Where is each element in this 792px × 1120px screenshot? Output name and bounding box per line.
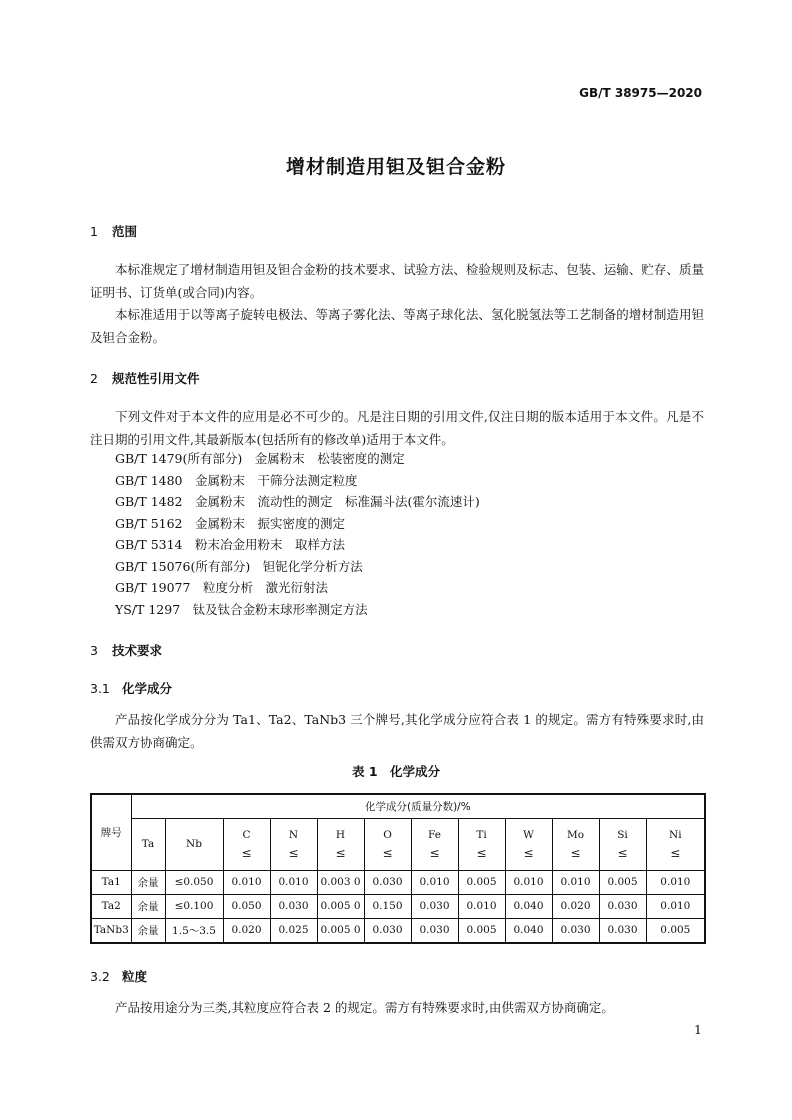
subsection-number: 3.2	[90, 969, 110, 984]
section-2-intro: 下列文件对于本文件的应用是必不可少的。凡是注日期的引用文件,仅注日期的版本适用于本文件。凡是不注日期的引用文件,其最新版本(包括所有的修改单)适用于本文件。	[90, 409, 704, 447]
section-2-heading	[90, 369, 200, 387]
composition-group-header: 化学成分(质量分数)/%	[131, 794, 705, 818]
table-cell: 0.025	[270, 918, 317, 943]
table-cell: 0.003 0	[317, 870, 364, 894]
element-header: C ≤	[223, 818, 270, 870]
subsection-title: 粒度	[122, 969, 148, 984]
subsection-number: 3.1	[90, 681, 110, 696]
table-cell: 0.005	[458, 870, 505, 894]
table-cell: 0.040	[505, 918, 552, 943]
table-cell: 0.030	[270, 894, 317, 918]
reference-item: GB/T 5314 粉末冶金用粉末 取样方法	[115, 537, 346, 552]
table-cell: 0.010	[505, 870, 552, 894]
table-cell: 1.5～3.5	[165, 918, 223, 943]
element-header: Fe ≤	[411, 818, 458, 870]
table-cell: 0.030	[599, 894, 646, 918]
table-row	[91, 894, 705, 918]
table-cell: 0.010	[552, 870, 599, 894]
table-cell: 0.020	[552, 894, 599, 918]
table-cell: 0.030	[411, 918, 458, 943]
reference-item: GB/T 1482 金属粉末 流动性的测定 标准漏斗法(霍尔流速计)	[115, 494, 480, 509]
reference-item: GB/T 5162 金属粉末 振实密度的测定	[115, 515, 346, 531]
element-header: Nb	[165, 818, 223, 870]
table-cell: 0.010	[270, 870, 317, 894]
standard-number: GB/T 38975—2020	[579, 86, 702, 100]
table-cell: 0.030	[552, 918, 599, 943]
table-cell: 0.010	[223, 870, 270, 894]
reference-item: YS/T 1297 钛及钛合金粉末球形率测定方法	[115, 601, 368, 617]
table-cell: 0.030	[599, 918, 646, 943]
table-cell: 0.020	[223, 918, 270, 943]
section-number: 2	[90, 371, 98, 386]
table-cell: 0.030	[364, 918, 411, 943]
section-1-paragraph-1: 本标准规定了增材制造用钽及钽合金粉的技术要求、试验方法、检验规则及标志、包装、运输、贮存、质量证明书、订货单(或合同)内容。	[90, 262, 704, 300]
section-title: 规范性引用文件	[112, 371, 200, 386]
grade-cell: TaNb3	[91, 918, 131, 943]
table-cell: 余量	[131, 870, 165, 894]
table-cell: 0.030	[411, 894, 458, 918]
table-cell: 0.010	[646, 870, 705, 894]
table-cell: 0.005 0	[317, 894, 364, 918]
table-cell: 0.010	[458, 894, 505, 918]
element-header: Ni ≤	[646, 818, 705, 870]
table-cell: 0.010	[646, 894, 705, 918]
reference-list	[115, 448, 480, 620]
section-3-1-heading	[90, 679, 172, 697]
element-header: N ≤	[270, 818, 317, 870]
table-cell: ≤0.050	[165, 870, 223, 894]
element-header: Ti ≤	[458, 818, 505, 870]
reference-item: GB/T 15076(所有部分) 钽铌化学分析方法	[115, 558, 363, 574]
section-3-2-heading	[90, 967, 147, 985]
element-header: W ≤	[505, 818, 552, 870]
section-number: 1	[90, 224, 98, 239]
element-header-row	[91, 818, 705, 870]
section-3-1-paragraph: 产品按化学成分分为 Ta1、Ta2、TaNb3 三个牌号,其化学成分应符合表 1 的规定。需方有特殊要求时,由供需双方协商确定。	[90, 712, 704, 750]
section-1-heading	[90, 222, 137, 240]
document-title: 增材制造用钽及钽合金粉	[285, 156, 506, 178]
table-cell: 0.150	[364, 894, 411, 918]
table-cell: 0.005 0	[317, 918, 364, 943]
reference-item: GB/T 19077 粒度分析 激光衍射法	[115, 580, 328, 595]
element-header: H ≤	[317, 818, 364, 870]
grade-header: 牌号	[91, 794, 131, 870]
section-title: 技术要求	[112, 643, 163, 658]
section-title: 范围	[112, 224, 138, 239]
table-header-row	[91, 794, 705, 818]
grade-cell: Ta2	[91, 894, 131, 918]
table-cell: 0.010	[411, 870, 458, 894]
table-1-caption: 表 1 化学成分	[351, 764, 441, 779]
chemical-composition-table	[90, 793, 706, 944]
subsection-title: 化学成分	[122, 681, 173, 696]
page-number: 1	[694, 1022, 702, 1037]
section-3-2-paragraph: 产品按用途分为三类,其粒度应符合表 2 的规定。需方有特殊要求时,由供需双方协商确定。	[115, 1000, 614, 1015]
reference-item: GB/T 1479(所有部分) 金属粉末 松装密度的测定	[115, 451, 405, 466]
section-number: 3	[90, 643, 98, 658]
table-cell: 0.005	[646, 918, 705, 943]
reference-item: GB/T 1480 金属粉末 干筛分法测定粒度	[115, 472, 358, 488]
table-row	[91, 918, 705, 943]
table-cell: 0.005	[458, 918, 505, 943]
element-header: Ta	[131, 818, 165, 870]
section-1-paragraph-2: 本标准适用于以等离子旋转电极法、等离子雾化法、等离子球化法、氢化脱氢法等工艺制备的增材制造用钽及钽合金粉。	[90, 307, 704, 345]
table-cell: 0.050	[223, 894, 270, 918]
element-header: Mo ≤	[552, 818, 599, 870]
element-header: O ≤	[364, 818, 411, 870]
grade-cell: Ta1	[91, 870, 131, 894]
table-cell: 0.040	[505, 894, 552, 918]
section-3-heading	[90, 641, 162, 659]
table-cell: 余量	[131, 918, 165, 943]
table-row	[91, 870, 705, 894]
table-cell: 0.030	[364, 870, 411, 894]
element-header: Si ≤	[599, 818, 646, 870]
table-cell: 0.005	[599, 870, 646, 894]
table-cell: ≤0.100	[165, 894, 223, 918]
table-cell: 余量	[131, 894, 165, 918]
